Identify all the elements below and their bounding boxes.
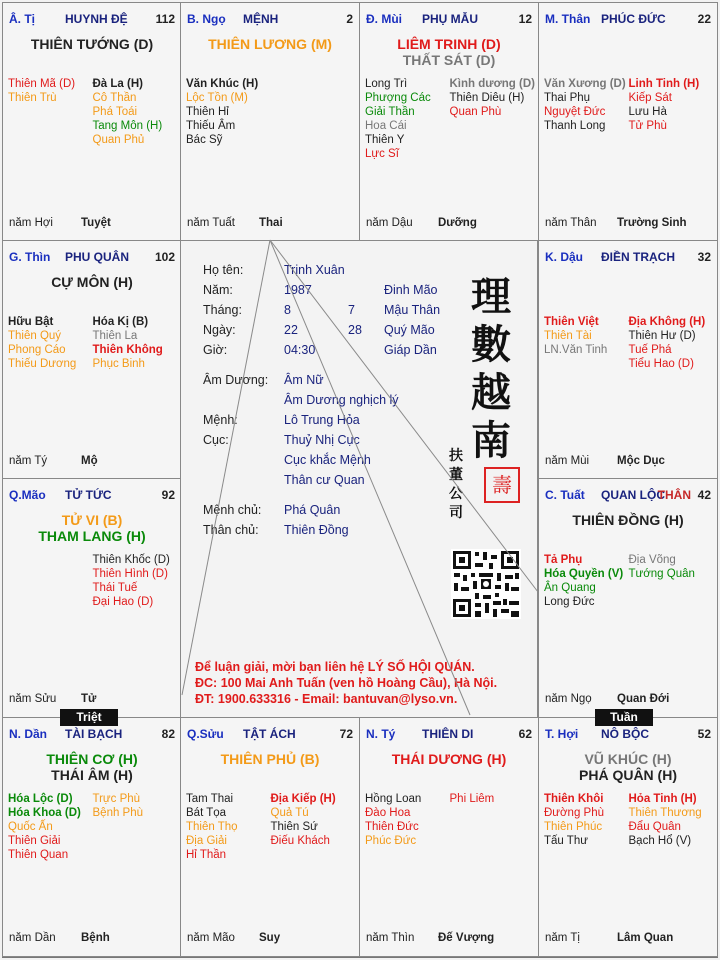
minor-star: Thiên Y: [365, 134, 405, 146]
minor-star: Quốc Ấn: [8, 821, 53, 833]
minor-star: Quả Tú: [270, 807, 309, 819]
palace-age: 52: [697, 727, 711, 741]
palace-thin[interactable]: [2, 240, 182, 480]
main-star: VŨ KHÚC (H): [584, 751, 672, 767]
minor-stars-left: [186, 77, 271, 147]
minor-stars: [365, 792, 534, 848]
menhchu-value: Phá Quân: [284, 503, 341, 517]
main-stars: [181, 36, 359, 52]
minor-star: Hồng Loan: [365, 793, 422, 805]
palace-footer: [9, 932, 175, 946]
minor-star: Lộc Tồn (M): [186, 92, 248, 104]
minor-star: Thiên Việt: [544, 316, 599, 328]
minor-star: Phượng Các: [365, 92, 431, 104]
month-can-chi: Mậu Thân: [384, 303, 441, 317]
minor-stars-left: [8, 315, 93, 371]
minor-star: Tấu Thư: [544, 835, 588, 847]
minor-star: Phá Toái: [92, 106, 138, 118]
minor-star: Thiên Diêu (H): [449, 92, 525, 104]
palace-footer: [366, 217, 532, 231]
palace-year: năm Mão: [187, 932, 235, 944]
minor-stars-left: [544, 792, 629, 848]
calligraphy-3: 越: [471, 369, 511, 416]
main-stars: [3, 274, 181, 290]
minor-star: Phục Binh: [92, 358, 145, 370]
palace-age: 102: [154, 250, 175, 264]
than-marker: THÂN: [657, 488, 691, 502]
palace-year: năm Sửu: [9, 693, 57, 705]
minor-stars-left: [8, 553, 93, 609]
minor-star: Tang Môn (H): [92, 120, 163, 132]
palace-stage: Thai: [259, 217, 283, 229]
minor-star: Phúc Đức: [365, 835, 417, 847]
palace-footer: [9, 455, 175, 469]
minor-star: Địa Giải: [186, 835, 227, 847]
palace-header: [545, 12, 711, 28]
minor-star: Bạch Hổ (V): [628, 835, 692, 847]
minor-star: Ân Quang: [544, 582, 596, 594]
palace-name: HUYNH ĐỆ: [65, 12, 128, 26]
minor-stars-left: [186, 792, 271, 862]
minor-star: Thanh Long: [544, 120, 606, 132]
palace-header: [545, 250, 711, 266]
main-star: THÁI DƯƠNG (H): [391, 751, 507, 767]
palace-year: năm Thìn: [366, 932, 415, 944]
minor-star: Hóa Quyền (V): [544, 568, 624, 580]
minor-star: Thiên Khốc (D): [92, 554, 170, 566]
palace-stage: Trường Sinh: [617, 217, 687, 229]
palace-name: PHÚC ĐỨC: [601, 12, 666, 26]
minor-star: Phi Liêm: [449, 793, 495, 805]
palace-year: năm Thân: [545, 217, 597, 229]
palace-age: 82: [161, 727, 175, 741]
palace-footer: [187, 217, 353, 231]
main-stars: [539, 751, 717, 783]
main-stars: [3, 36, 181, 52]
minor-star: Hóa Khoa (D): [8, 807, 81, 819]
minor-star: Thiên Tài: [544, 330, 592, 342]
palace-stage: Suy: [259, 932, 281, 944]
palace-name: TÀI BẠCH: [65, 727, 123, 741]
minor-star: Thiên Phúc: [544, 821, 603, 833]
minor-stars-left: [365, 792, 450, 848]
minor-star: Bác Sỹ: [186, 134, 223, 146]
main-star: THIÊN PHỦ (B): [220, 751, 320, 767]
palace-name: THIÊN DI: [422, 727, 474, 741]
palace-ngo[interactable]: [180, 2, 360, 242]
red-seal-icon: 壽: [484, 467, 520, 503]
minor-star: Hỏa Tinh (H): [628, 793, 697, 805]
palace-name: NÔ BỘC: [601, 727, 649, 741]
palace-dau[interactable]: [538, 240, 718, 480]
palace-hoi[interactable]: [538, 717, 718, 957]
minor-stars-right: [450, 77, 535, 161]
month-lunar: 7: [348, 303, 355, 317]
minor-star: Giải Thần: [365, 106, 415, 118]
minor-star: Thiên Thọ: [186, 821, 238, 833]
minor-stars-right: [629, 553, 714, 609]
main-star: THAM LANG (H): [38, 528, 146, 544]
palace-year: năm Tuất: [187, 217, 235, 229]
palace-footer: [9, 217, 175, 231]
main-stars: [181, 751, 359, 767]
minor-star: Thiên Đức: [365, 821, 419, 833]
minor-star: Lưu Hà: [628, 106, 667, 118]
palace-branch: C. Tuất: [545, 488, 585, 502]
palace-footer: [545, 217, 711, 231]
seal-small-text: [449, 447, 465, 523]
thanchu-value: Thiên Đồng: [284, 523, 349, 537]
palace-suu[interactable]: [180, 717, 360, 957]
minor-star: Đại Hao (D): [92, 596, 154, 608]
palace-age: 62: [518, 727, 532, 741]
palace-dan[interactable]: [2, 717, 182, 957]
palace-header: [9, 488, 175, 504]
palace-ty[interactable]: [359, 717, 539, 957]
minor-stars-left: [544, 315, 629, 371]
palace-year: năm Mùi: [545, 455, 590, 467]
minor-stars-right: [629, 315, 714, 371]
year-can-chi: Đinh Mão: [384, 283, 438, 297]
minor-star: Hoa Cái: [365, 120, 407, 132]
minor-star: Long Đức: [544, 596, 595, 608]
minor-stars: [8, 792, 177, 862]
main-stars: [539, 512, 717, 528]
minor-star: Tuế Phá: [628, 344, 672, 356]
minor-stars-right: [271, 77, 356, 147]
palace-name: TẬT ÁCH: [243, 727, 296, 741]
minor-star: Văn Xương (D): [544, 78, 626, 90]
minor-star: Đường Phù: [544, 807, 604, 819]
minor-star: Văn Khúc (H): [186, 78, 259, 90]
palace-tuat[interactable]: [538, 478, 718, 718]
menhchu-label: Mệnh chủ:: [203, 503, 262, 517]
main-star: THIÊN ĐỒNG (H): [572, 512, 684, 528]
minor-star: Thiên Hỉ: [186, 106, 229, 118]
palace-footer: [9, 693, 175, 707]
minor-star: Kiếp Sát: [628, 92, 672, 104]
cuc-value: Thuỷ Nhị Cục: [284, 433, 360, 447]
minor-stars-left: [8, 792, 93, 862]
minor-stars: [544, 77, 713, 133]
minor-stars-right: [93, 77, 178, 147]
minor-star: Thiên Hư (D): [628, 330, 696, 342]
palace-age: 12: [518, 12, 532, 26]
main-star: THẤT SÁT (D): [402, 52, 496, 68]
minor-stars-right: [93, 553, 178, 609]
contact-line-2: ĐC: 100 Mai Anh Tuấn (ven hồ Hoàng Cầu), Hà Nội.: [195, 676, 498, 690]
minor-star: Tướng Quân: [628, 568, 695, 580]
minor-star: Tam Thai: [186, 793, 234, 805]
palace-than[interactable]: [538, 2, 718, 242]
minor-star: Hỉ Thần: [186, 849, 227, 861]
day-can-chi: Quý Mão: [384, 323, 435, 337]
palace-year: năm Dần: [9, 932, 56, 944]
palace-header: [187, 12, 353, 28]
palace-name: ĐIỀN TRẠCH: [601, 250, 675, 264]
minor-star: Địa Không (H): [628, 316, 706, 328]
palace-age: 22: [697, 12, 711, 26]
minor-stars-right: [629, 792, 714, 848]
seal-char: 董: [449, 467, 463, 483]
main-star: THIÊN TƯỚNG (D): [30, 36, 154, 52]
minor-star: Cô Thần: [92, 92, 137, 104]
minor-stars-right: [450, 792, 535, 848]
palace-stage: Đế Vượng: [438, 932, 495, 944]
minor-star: Thiên Sứ: [270, 821, 318, 833]
palace-mao[interactable]: [2, 478, 182, 718]
minor-stars-left: [544, 77, 629, 133]
minor-star: Thái Tuế: [92, 582, 138, 594]
day-label: Ngày:: [203, 323, 236, 337]
palace-header: [366, 12, 532, 28]
palace-name: MỆNH: [243, 12, 279, 26]
palace-header: [9, 727, 175, 743]
minor-star: Điếu Khách: [270, 835, 330, 847]
palace-year: năm Tý: [9, 455, 48, 467]
palace-branch: B. Ngọ: [187, 12, 226, 26]
palace-header: [187, 727, 353, 743]
palace-footer: [366, 932, 532, 946]
month-solar: 8: [284, 303, 291, 317]
minor-star: Quan Phù: [449, 106, 502, 118]
cuc-note-2: Thân cư Quan: [284, 473, 365, 487]
minor-star: Đà La (H): [92, 78, 143, 90]
palace-branch: N. Tý: [366, 727, 396, 741]
minor-stars: [544, 792, 713, 848]
palace-footer: [545, 932, 711, 946]
year-value: 1987: [284, 283, 312, 297]
palace-branch: N. Dần: [9, 727, 48, 741]
minor-star: Hữu Bật: [8, 316, 54, 328]
palace-stage: Lâm Quan: [617, 932, 674, 944]
minor-star: Thiếu Âm: [186, 120, 236, 132]
palace-age: 32: [697, 250, 711, 264]
minor-star: Thiên Quý: [8, 330, 62, 342]
minor-star: Tử Phù: [628, 120, 667, 132]
palace-branch: Q.Mão: [9, 488, 46, 502]
minor-star: Thai Phụ: [544, 92, 591, 104]
cuc-label: Cục:: [203, 433, 229, 447]
palace-branch: Â. Tị: [9, 12, 35, 26]
minor-star: Linh Tinh (H): [628, 78, 700, 90]
minor-stars: [8, 553, 177, 609]
minor-star: Thiên Thương: [628, 807, 702, 819]
main-star: THIÊN CƠ (H): [46, 751, 138, 767]
calligraphy-2: 數: [471, 321, 511, 368]
tuan-tag: Tuần: [595, 709, 653, 726]
center-info-panel: [180, 240, 538, 718]
name-row: [203, 263, 243, 277]
main-star: THIÊN LƯƠNG (M): [208, 36, 332, 52]
day-solar: 22: [284, 323, 298, 337]
palace-stage: Bệnh: [81, 932, 110, 944]
palace-footer: [545, 455, 711, 469]
minor-stars-left: [544, 553, 629, 609]
seal-char: 公: [449, 486, 463, 502]
minor-stars-right: [629, 77, 714, 133]
palace-mui[interactable]: [359, 2, 539, 242]
calligraphy-1: 理: [471, 273, 511, 320]
minor-star: Thiên Khôi: [544, 793, 604, 805]
minor-star: Thiên La: [92, 330, 138, 342]
menh-value: Lô Trung Hỏa: [284, 413, 360, 427]
hour-label: Giờ:: [203, 343, 228, 357]
minor-star: LN.Văn Tinh: [544, 344, 608, 356]
minor-star: Bát Tọa: [186, 807, 227, 819]
palace-year: năm Tị: [545, 932, 580, 944]
hour-value: 04:30: [284, 343, 316, 357]
minor-star: Nguyệt Đức: [544, 106, 606, 118]
main-star: TỬ VI (B): [61, 512, 123, 528]
qr-code-icon: [451, 549, 521, 619]
minor-stars: [365, 77, 534, 161]
minor-star: Hóa Kị (B): [92, 316, 149, 328]
seal-char: 司: [449, 505, 463, 521]
minor-star: Thiên Mã (D): [8, 78, 76, 90]
minor-star: Thiên Giải: [8, 835, 61, 847]
minor-stars: [8, 315, 177, 371]
palace-name: TỬ TỨC: [65, 488, 112, 502]
palace-header: [9, 250, 175, 266]
palace-stage: Mộc Dục: [617, 455, 665, 467]
palace-stage: Tử: [81, 693, 97, 705]
palace-name: PHU QUÂN: [65, 250, 130, 264]
palace-branch: K. Dậu: [545, 250, 584, 264]
calligraphy-4: 南: [471, 417, 511, 464]
palace-stage: Quan Đới: [617, 693, 670, 705]
main-star: CỰ MÔN (H): [51, 274, 133, 290]
day-lunar: 28: [348, 323, 362, 337]
menh-label: Mệnh:: [203, 413, 238, 427]
palace-footer: [545, 693, 711, 707]
palace-age: 2: [346, 12, 353, 26]
minor-star: Thiên Hình (D): [92, 568, 168, 580]
palace-year: năm Dậu: [366, 217, 413, 229]
amduong-value: Âm Nữ: [284, 373, 324, 387]
month-label: Tháng:: [203, 303, 242, 317]
thanchu-label: Thân chủ:: [203, 523, 259, 537]
palace-branch: M. Thân: [545, 12, 591, 26]
main-star: LIÊM TRINH (D): [397, 36, 501, 52]
minor-star: Thiên Không: [92, 344, 163, 356]
main-stars: [3, 751, 181, 783]
minor-star: Tả Phụ: [544, 554, 583, 566]
minor-stars-right: [93, 792, 178, 862]
palace-branch: Đ. Mùi: [366, 12, 402, 26]
contact-line-3[interactable]: ĐT: 1900.633316 - Email: bantuvan@lyso.vn.: [195, 692, 458, 706]
main-stars: [3, 512, 181, 544]
cuc-note-1: Cục khắc Mệnh: [284, 453, 371, 467]
minor-stars-right: [93, 315, 178, 371]
minor-star: Kình dương (D): [449, 78, 535, 90]
palace-year: năm Ngọ: [545, 693, 592, 705]
minor-star: Thiên Trù: [8, 92, 57, 104]
minor-star: Long Trì: [365, 78, 408, 90]
main-stars: [360, 751, 538, 767]
palace-age: 72: [339, 727, 353, 741]
palace-year: năm Hợi: [9, 217, 53, 229]
minor-star: Thiếu Dương: [8, 358, 77, 370]
palace-name: PHỤ MẪU: [422, 12, 478, 26]
contact-line-1: Để luận giải, mời bạn liên hệ LÝ SỐ HỘI QUÁN.: [195, 660, 475, 674]
minor-star: Trực Phù: [92, 793, 141, 805]
palace-name: QUAN LỘC: [601, 488, 665, 502]
palace-header: [9, 12, 175, 28]
triet-tag: Triệt: [60, 709, 118, 726]
minor-star: Tiểu Hao (D): [628, 358, 694, 370]
minor-star: Bệnh Phù: [92, 807, 144, 819]
minor-stars: [186, 77, 355, 147]
palace-branch: G. Thìn: [9, 250, 51, 264]
palace-branch: T. Hợi: [545, 727, 579, 741]
minor-star: Lực Sĩ: [365, 148, 399, 160]
palace-ti[interactable]: [2, 2, 182, 242]
minor-star: Đào Hoa: [365, 807, 411, 819]
main-stars: [360, 36, 538, 68]
palace-header: [545, 488, 711, 504]
minor-star: Địa Kiếp (H): [270, 793, 336, 805]
year-label: Năm:: [203, 283, 233, 297]
minor-star: Địa Võng: [628, 554, 676, 566]
minor-stars-right: [271, 792, 356, 862]
palace-branch: Q.Sửu: [187, 727, 224, 741]
minor-star: Hóa Lộc (D): [8, 793, 73, 805]
minor-star: Quan Phủ: [92, 134, 145, 146]
minor-stars: [544, 315, 713, 371]
hour-can-chi: Giáp Dần: [384, 343, 437, 357]
palace-age: 112: [155, 12, 175, 26]
palace-stage: Dưỡng: [438, 217, 477, 229]
palace-stage: Mộ: [81, 455, 98, 467]
minor-star: Phong Cáo: [8, 344, 66, 356]
amduong-label: Âm Dương:: [203, 373, 269, 387]
minor-stars: [186, 792, 355, 862]
palace-header: [545, 727, 711, 743]
minor-star: Thiên Quan: [8, 849, 69, 861]
minor-star: Đẩu Quân: [628, 821, 681, 833]
name-label: Họ tên:: [203, 263, 244, 277]
main-star: PHÁ QUÂN (H): [579, 767, 677, 783]
palace-age: 92: [161, 488, 175, 502]
minor-stars-left: [365, 77, 450, 161]
main-star: THÁI ÂM (H): [51, 767, 133, 783]
minor-stars-left: [8, 77, 93, 147]
palace-footer: [187, 932, 353, 946]
name-value: Trịnh Xuân: [284, 263, 345, 277]
minor-stars: [544, 553, 713, 609]
contact-block: [195, 659, 497, 707]
palace-age: 42: [697, 488, 711, 502]
minor-stars: [8, 77, 177, 147]
palace-header: [366, 727, 532, 743]
amduong-note: Âm Dương nghịch lý: [284, 393, 399, 407]
palace-stage: Tuyệt: [81, 217, 111, 229]
seal-char: 扶: [449, 448, 463, 464]
